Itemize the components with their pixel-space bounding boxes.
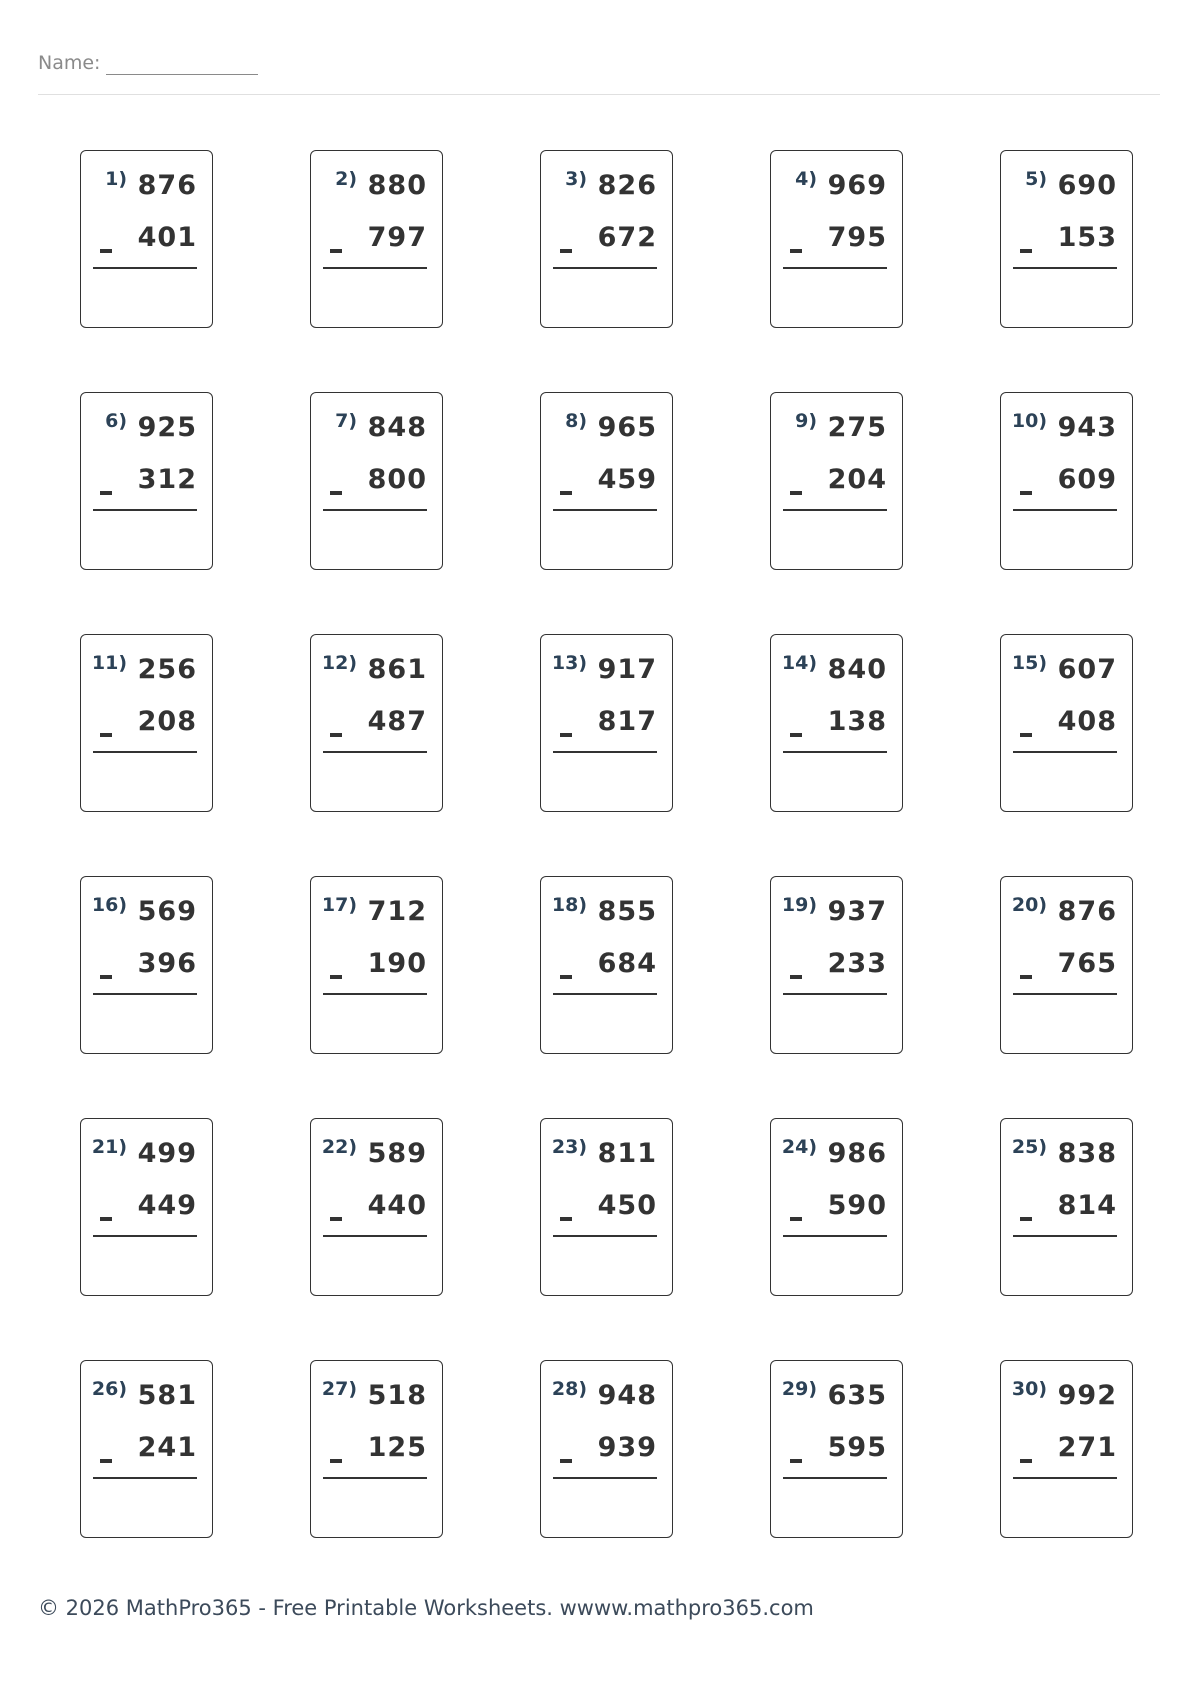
problem-item [728, 150, 958, 330]
problem-box [1000, 1360, 1133, 1538]
answer-line [783, 1477, 887, 1479]
answer-line [553, 267, 657, 269]
problem-item [38, 1118, 268, 1298]
minuend: 876 [137, 170, 197, 201]
problem-box [80, 150, 213, 328]
problem-number: 17) [321, 894, 357, 916]
problem-number: 25) [1011, 1136, 1047, 1158]
minus-sign-icon [560, 1217, 572, 1221]
problem-box [770, 392, 903, 570]
minuend: 518 [367, 1380, 427, 1411]
answer-line [783, 267, 887, 269]
answer-line [323, 1477, 427, 1479]
minuend: 256 [137, 654, 197, 685]
minus-sign-icon [330, 1459, 342, 1463]
subtrahend: 450 [597, 1190, 657, 1221]
problem-item [268, 876, 498, 1056]
footer-copyright: © 2026 MathPro365 - Free Printable Worksheets. wwww.mathpro365.com [38, 1596, 814, 1620]
subtrahend: 204 [827, 464, 887, 495]
subtrahend: 396 [137, 948, 197, 979]
subtrahend: 401 [137, 222, 197, 253]
problem-box [540, 1118, 673, 1296]
subtrahend: 440 [367, 1190, 427, 1221]
minuend: 880 [367, 170, 427, 201]
answer-line [93, 509, 197, 511]
minuend: 499 [137, 1138, 197, 1169]
problem-box [1000, 634, 1133, 812]
subtrahend: 208 [137, 706, 197, 737]
subtrahend: 408 [1057, 706, 1117, 737]
subtrahend: 939 [597, 1432, 657, 1463]
problem-number: 29) [781, 1378, 817, 1400]
minus-sign-icon [1020, 975, 1032, 979]
problem-box [540, 1360, 673, 1538]
problem-number: 1) [105, 168, 127, 190]
problem-box [770, 634, 903, 812]
problem-number: 7) [335, 410, 357, 432]
minus-sign-icon [1020, 1459, 1032, 1463]
problem-box [540, 634, 673, 812]
minuend: 925 [137, 412, 197, 443]
problem-item [728, 1360, 958, 1540]
minus-sign-icon [790, 249, 802, 253]
subtrahend: 459 [597, 464, 657, 495]
minus-sign-icon [100, 1459, 112, 1463]
answer-line [1013, 993, 1117, 995]
answer-line [93, 993, 197, 995]
minus-sign-icon [560, 1459, 572, 1463]
problem-item [268, 1118, 498, 1298]
minuend: 965 [597, 412, 657, 443]
problem-box [310, 876, 443, 1054]
problem-box [540, 876, 673, 1054]
subtrahend: 609 [1057, 464, 1117, 495]
problem-box [540, 392, 673, 570]
minus-sign-icon [330, 1217, 342, 1221]
problem-number: 21) [91, 1136, 127, 1158]
answer-line [783, 509, 887, 511]
problem-box [310, 150, 443, 328]
minus-sign-icon [100, 733, 112, 737]
problem-number: 12) [321, 652, 357, 674]
problem-number: 18) [551, 894, 587, 916]
answer-line [553, 1477, 657, 1479]
subtrahend: 672 [597, 222, 657, 253]
minuend: 811 [597, 1138, 657, 1169]
problem-box [80, 634, 213, 812]
minuend: 635 [827, 1380, 887, 1411]
problem-box [770, 876, 903, 1054]
minuend: 937 [827, 896, 887, 927]
problem-item [728, 392, 958, 572]
minuend: 876 [1057, 896, 1117, 927]
answer-line [93, 751, 197, 753]
subtrahend: 814 [1057, 1190, 1117, 1221]
problem-item [498, 876, 728, 1056]
problem-item [268, 1360, 498, 1540]
minuend: 943 [1057, 412, 1117, 443]
minus-sign-icon [330, 491, 342, 495]
problem-box [80, 392, 213, 570]
minus-sign-icon [790, 733, 802, 737]
problem-item [268, 634, 498, 814]
subtrahend: 241 [137, 1432, 197, 1463]
minus-sign-icon [1020, 491, 1032, 495]
minuend: 861 [367, 654, 427, 685]
subtrahend: 595 [827, 1432, 887, 1463]
answer-line [323, 751, 427, 753]
minus-sign-icon [560, 733, 572, 737]
subtrahend: 153 [1057, 222, 1117, 253]
problem-box [1000, 150, 1133, 328]
name-label: Name: [38, 52, 101, 74]
problem-item [728, 876, 958, 1056]
problem-box [80, 1118, 213, 1296]
minuend: 581 [137, 1380, 197, 1411]
problem-number: 15) [1011, 652, 1047, 674]
minuend: 607 [1057, 654, 1117, 685]
answer-line [1013, 509, 1117, 511]
subtrahend: 800 [367, 464, 427, 495]
minuend: 275 [827, 412, 887, 443]
problem-box [770, 1118, 903, 1296]
subtrahend: 487 [367, 706, 427, 737]
answer-line [93, 1235, 197, 1237]
problem-number: 26) [91, 1378, 127, 1400]
minus-sign-icon [100, 975, 112, 979]
minus-sign-icon [330, 733, 342, 737]
problem-item [38, 392, 268, 572]
minuend: 690 [1057, 170, 1117, 201]
problem-number: 3) [565, 168, 587, 190]
minuend: 589 [367, 1138, 427, 1169]
problem-number: 8) [565, 410, 587, 432]
subtrahend: 817 [597, 706, 657, 737]
problem-item [38, 150, 268, 330]
problem-number: 20) [1011, 894, 1047, 916]
answer-line [323, 1235, 427, 1237]
problem-item [268, 150, 498, 330]
answer-line [323, 509, 427, 511]
minuend: 712 [367, 896, 427, 927]
problem-item [38, 1360, 268, 1540]
answer-line [93, 267, 197, 269]
problem-number: 2) [335, 168, 357, 190]
subtrahend: 138 [827, 706, 887, 737]
minus-sign-icon [330, 975, 342, 979]
minuend: 917 [597, 654, 657, 685]
problem-number: 19) [781, 894, 817, 916]
problem-box [1000, 1118, 1133, 1296]
subtrahend: 795 [827, 222, 887, 253]
answer-line [1013, 267, 1117, 269]
minuend: 848 [367, 412, 427, 443]
answer-line [323, 993, 427, 995]
problem-grid [38, 150, 1160, 1540]
problem-box [770, 1360, 903, 1538]
problem-box [310, 1360, 443, 1538]
minus-sign-icon [100, 491, 112, 495]
answer-line [553, 751, 657, 753]
subtrahend: 797 [367, 222, 427, 253]
problem-item [958, 392, 1188, 572]
problem-item [958, 876, 1188, 1056]
minus-sign-icon [1020, 733, 1032, 737]
problem-box [80, 876, 213, 1054]
problem-box [770, 150, 903, 328]
answer-line [783, 993, 887, 995]
subtrahend: 271 [1057, 1432, 1117, 1463]
problem-item [268, 392, 498, 572]
problem-number: 6) [105, 410, 127, 432]
minus-sign-icon [100, 249, 112, 253]
problem-number: 16) [91, 894, 127, 916]
problem-number: 9) [795, 410, 817, 432]
answer-line [783, 1235, 887, 1237]
minuend: 569 [137, 896, 197, 927]
problem-item [958, 634, 1188, 814]
minus-sign-icon [100, 1217, 112, 1221]
problem-number: 14) [781, 652, 817, 674]
problem-number: 28) [551, 1378, 587, 1400]
answer-line [1013, 751, 1117, 753]
answer-line [93, 1477, 197, 1479]
name-blank-line [106, 74, 258, 75]
problem-item [958, 1118, 1188, 1298]
problem-item [38, 634, 268, 814]
minus-sign-icon [1020, 1217, 1032, 1221]
problem-item [498, 150, 728, 330]
answer-line [553, 509, 657, 511]
problem-item [498, 392, 728, 572]
problem-box [310, 392, 443, 570]
problem-number: 13) [551, 652, 587, 674]
problem-number: 10) [1011, 410, 1047, 432]
problem-item [498, 634, 728, 814]
subtrahend: 590 [827, 1190, 887, 1221]
problem-item [958, 150, 1188, 330]
subtrahend: 449 [137, 1190, 197, 1221]
problem-box [1000, 876, 1133, 1054]
problem-box [310, 634, 443, 812]
minuend: 838 [1057, 1138, 1117, 1169]
minus-sign-icon [330, 249, 342, 253]
minus-sign-icon [790, 1459, 802, 1463]
minus-sign-icon [1020, 249, 1032, 253]
subtrahend: 684 [597, 948, 657, 979]
minuend: 948 [597, 1380, 657, 1411]
minuend: 826 [597, 170, 657, 201]
problem-number: 30) [1011, 1378, 1047, 1400]
problem-number: 23) [551, 1136, 587, 1158]
minus-sign-icon [560, 491, 572, 495]
minus-sign-icon [790, 491, 802, 495]
minus-sign-icon [560, 249, 572, 253]
problem-item [38, 876, 268, 1056]
minuend: 992 [1057, 1380, 1117, 1411]
problem-item [498, 1360, 728, 1540]
problem-box [1000, 392, 1133, 570]
subtrahend: 312 [137, 464, 197, 495]
subtrahend: 190 [367, 948, 427, 979]
answer-line [1013, 1235, 1117, 1237]
subtrahend: 765 [1057, 948, 1117, 979]
problem-number: 4) [795, 168, 817, 190]
minus-sign-icon [790, 1217, 802, 1221]
problem-item [498, 1118, 728, 1298]
answer-line [553, 993, 657, 995]
problem-number: 22) [321, 1136, 357, 1158]
answer-line [1013, 1477, 1117, 1479]
subtrahend: 233 [827, 948, 887, 979]
worksheet-header [38, 52, 1160, 95]
problem-box [80, 1360, 213, 1538]
minuend: 986 [827, 1138, 887, 1169]
problem-box [310, 1118, 443, 1296]
problem-number: 27) [321, 1378, 357, 1400]
problem-item [728, 1118, 958, 1298]
minus-sign-icon [560, 975, 572, 979]
subtrahend: 125 [367, 1432, 427, 1463]
problem-box [540, 150, 673, 328]
problem-number: 11) [91, 652, 127, 674]
answer-line [783, 751, 887, 753]
problem-item [728, 634, 958, 814]
problem-item [958, 1360, 1188, 1540]
answer-line [553, 1235, 657, 1237]
minuend: 840 [827, 654, 887, 685]
minuend: 969 [827, 170, 887, 201]
problem-number: 5) [1025, 168, 1047, 190]
minuend: 855 [597, 896, 657, 927]
minus-sign-icon [790, 975, 802, 979]
answer-line [323, 267, 427, 269]
problem-number: 24) [781, 1136, 817, 1158]
